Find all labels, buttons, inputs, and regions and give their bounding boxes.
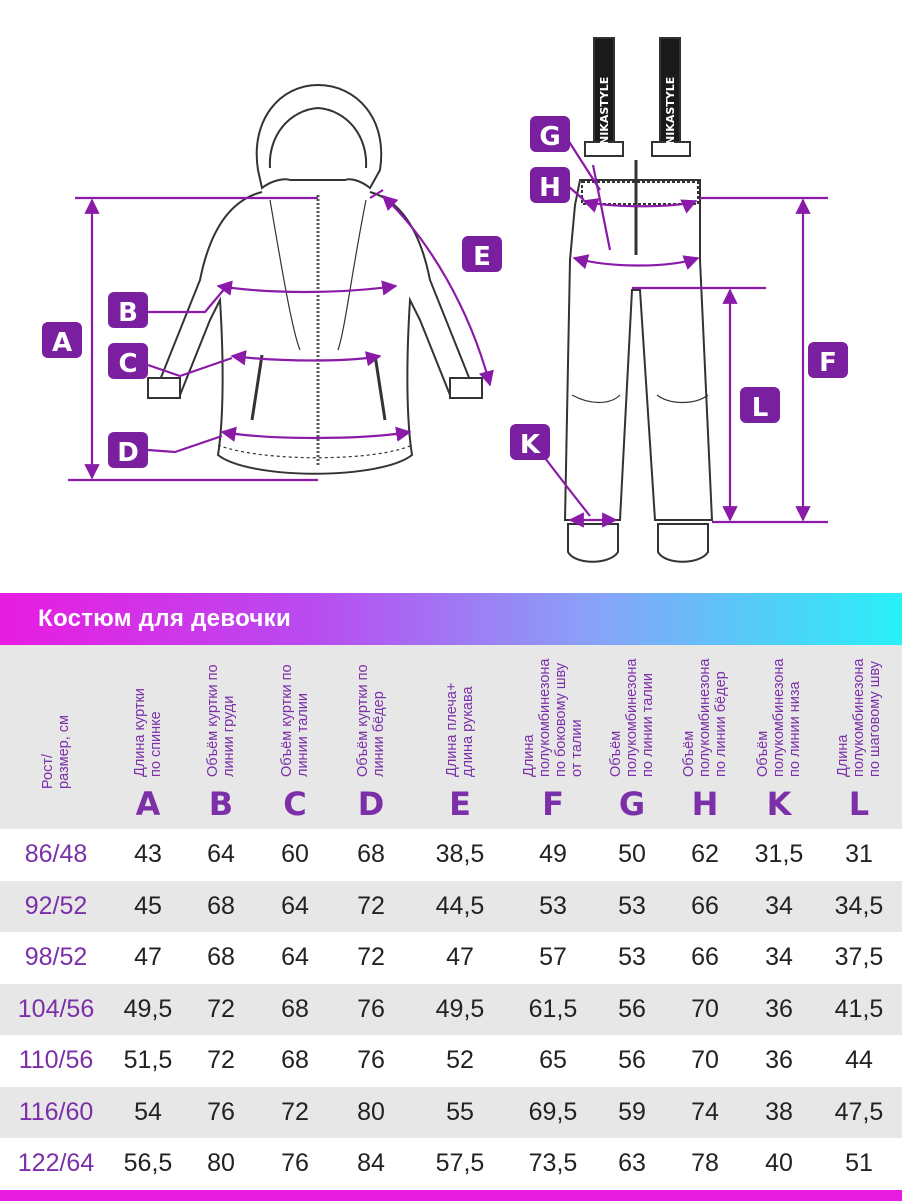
value-cell: 76 xyxy=(281,1149,309,1177)
label-C xyxy=(108,343,148,379)
value-cell: 50 xyxy=(618,840,646,868)
size-cell: 92/52 xyxy=(24,892,88,920)
value-cell: 55 xyxy=(446,1098,474,1126)
value-cell: 74 xyxy=(691,1098,719,1126)
header-letter: G xyxy=(618,785,646,823)
header-label: Объём полукомбинезона по линии талии xyxy=(608,658,656,777)
value-cell: 70 xyxy=(691,995,719,1023)
value-cell: 64 xyxy=(281,943,309,971)
svg-text:H: H xyxy=(539,173,561,203)
table-row xyxy=(0,881,902,932)
garment-diagram xyxy=(0,0,902,580)
header-col-9 xyxy=(742,645,816,829)
value-cell: 70 xyxy=(691,1046,719,1074)
label-L xyxy=(740,387,780,423)
value-cell: 56,5 xyxy=(123,1149,173,1177)
value-cell: 47,5 xyxy=(834,1098,884,1126)
overalls-drawing xyxy=(565,38,712,562)
value-cell: 84 xyxy=(357,1149,385,1177)
value-cell: 45 xyxy=(134,892,162,920)
value-cell: 36 xyxy=(765,1046,793,1074)
value-cell: 54 xyxy=(134,1098,162,1126)
value-cell: 72 xyxy=(207,1046,235,1074)
table-row xyxy=(0,932,902,983)
svg-text:B: B xyxy=(118,298,138,328)
value-cell: 72 xyxy=(357,943,385,971)
value-cell: 68 xyxy=(207,892,235,920)
header-label: Объём полукомбинезона по линии низа xyxy=(755,658,803,777)
value-cell: 40 xyxy=(765,1149,793,1177)
value-cell: 64 xyxy=(281,892,309,920)
label-G xyxy=(530,116,570,152)
svg-text:L: L xyxy=(751,393,769,423)
value-cell: 51 xyxy=(845,1149,873,1177)
label-F xyxy=(808,342,848,378)
svg-text:F: F xyxy=(819,348,837,378)
header-letter: L xyxy=(848,785,870,823)
header-col-8 xyxy=(668,645,742,829)
value-cell: 63 xyxy=(618,1149,646,1177)
header-label: Длина полукомбинезона по боковому шву от талии xyxy=(521,658,585,777)
value-cell: 64 xyxy=(207,840,235,868)
value-cell: 61,5 xyxy=(528,995,578,1023)
header-col-4 xyxy=(332,645,410,829)
value-cell: 56 xyxy=(618,1046,646,1074)
value-cell: 60 xyxy=(281,840,309,868)
label-H xyxy=(530,167,570,203)
table-row xyxy=(0,829,902,880)
svg-text:C: C xyxy=(118,349,138,379)
value-cell: 65 xyxy=(539,1046,567,1074)
value-cell: 49 xyxy=(539,840,567,868)
value-cell: 51,5 xyxy=(123,1046,173,1074)
header-letter: H xyxy=(691,785,719,823)
value-cell: 68 xyxy=(281,1046,309,1074)
value-cell: 73,5 xyxy=(528,1149,578,1177)
value-cell: 37,5 xyxy=(834,943,884,971)
table-row xyxy=(0,1087,902,1138)
value-cell: 53 xyxy=(618,892,646,920)
value-cell: 34 xyxy=(765,943,793,971)
value-cell: 78 xyxy=(691,1149,719,1177)
header-col-2 xyxy=(184,645,258,829)
table-row xyxy=(0,1138,902,1189)
header-label: Объём полукомбинезона по линии бёдер xyxy=(681,658,729,777)
size-cell: 98/52 xyxy=(24,943,88,971)
size-cell: 104/56 xyxy=(17,995,95,1023)
value-cell: 80 xyxy=(357,1098,385,1126)
size-cell: 110/56 xyxy=(18,1046,94,1074)
title-banner xyxy=(0,593,902,645)
value-cell: 66 xyxy=(691,892,719,920)
header-letter: C xyxy=(283,785,307,823)
header-label: Объём куртки по линии талии xyxy=(279,664,311,777)
value-cell: 76 xyxy=(357,1046,385,1074)
value-cell: 68 xyxy=(281,995,309,1023)
value-cell: 49,5 xyxy=(123,995,173,1023)
svg-text:G: G xyxy=(539,122,561,152)
table-header xyxy=(0,645,902,829)
svg-text:D: D xyxy=(117,438,139,468)
label-K xyxy=(510,424,550,460)
size-cell: 122/64 xyxy=(17,1149,95,1177)
header-letter: F xyxy=(542,785,564,823)
table-title: Костюм для девочки xyxy=(38,605,292,632)
header-letter: B xyxy=(208,785,234,823)
value-cell: 31 xyxy=(845,840,873,868)
header-col-5 xyxy=(410,645,510,829)
jacket-drawing xyxy=(148,85,482,474)
label-B xyxy=(108,292,148,328)
size-cell: 86/48 xyxy=(24,840,88,868)
value-cell: 47 xyxy=(446,943,474,971)
bottom-accent-bar xyxy=(0,1190,902,1201)
header-label: Длина полукомбинезона по шаговому шву xyxy=(835,658,883,777)
label-D xyxy=(108,432,148,468)
label-A xyxy=(42,322,82,358)
svg-text:A: A xyxy=(51,328,73,358)
value-cell: 76 xyxy=(207,1098,235,1126)
value-cell: 68 xyxy=(357,840,385,868)
value-cell: 76 xyxy=(357,995,385,1023)
value-cell: 44,5 xyxy=(435,892,485,920)
value-cell: 36 xyxy=(765,995,793,1023)
header-col-6 xyxy=(510,645,596,829)
header-letter: E xyxy=(449,785,471,823)
header-col-1 xyxy=(112,645,184,829)
table-row xyxy=(0,1035,902,1086)
value-cell: 31,5 xyxy=(754,840,804,868)
header-label: Объём куртки по линии груди xyxy=(205,664,237,777)
header-letter: D xyxy=(357,785,385,823)
value-cell: 69,5 xyxy=(528,1098,578,1126)
value-cell: 66 xyxy=(691,943,719,971)
measure-lines xyxy=(68,140,828,522)
size-cell: 116/60 xyxy=(18,1098,94,1126)
value-cell: 57 xyxy=(539,943,567,971)
value-cell: 52 xyxy=(446,1046,474,1074)
value-cell: 53 xyxy=(618,943,646,971)
value-cell: 47 xyxy=(134,943,162,971)
value-cell: 80 xyxy=(207,1149,235,1177)
header-label: Длина плеча+ длина рукава xyxy=(444,682,476,777)
value-cell: 38 xyxy=(765,1098,793,1126)
header-letter: A xyxy=(135,785,161,823)
value-cell: 62 xyxy=(691,840,719,868)
header-letter: K xyxy=(766,785,792,823)
value-cell: 38,5 xyxy=(435,840,485,868)
value-cell: 72 xyxy=(357,892,385,920)
header-label: Длина куртки по спинке xyxy=(132,688,164,777)
value-cell: 68 xyxy=(207,943,235,971)
label-E xyxy=(462,236,502,272)
svg-text:E: E xyxy=(473,242,491,272)
value-cell: 59 xyxy=(618,1098,646,1126)
brand-strap-text xyxy=(598,77,677,145)
header-col-10 xyxy=(816,645,902,829)
value-cell: 72 xyxy=(281,1098,309,1126)
value-cell: 34,5 xyxy=(834,892,884,920)
header-label: Рост/ размер, см xyxy=(40,715,72,789)
value-cell: 49,5 xyxy=(435,995,485,1023)
svg-text:NIKASTYLE: NIKASTYLE xyxy=(598,76,611,145)
value-cell: 41,5 xyxy=(834,995,884,1023)
value-cell: 44 xyxy=(845,1046,873,1074)
value-cell: 57,5 xyxy=(435,1149,485,1177)
svg-text:NIKASTYLE: NIKASTYLE xyxy=(664,76,677,145)
header-col-0 xyxy=(0,645,112,829)
svg-text:K: K xyxy=(519,430,541,460)
value-cell: 43 xyxy=(134,840,162,868)
value-cell: 72 xyxy=(207,995,235,1023)
table-row xyxy=(0,984,902,1035)
header-col-3 xyxy=(258,645,332,829)
header-label: Объём куртки по линии бёдер xyxy=(355,664,387,777)
value-cell: 53 xyxy=(539,892,567,920)
header-col-7 xyxy=(596,645,668,829)
value-cell: 34 xyxy=(765,892,793,920)
value-cell: 56 xyxy=(618,995,646,1023)
